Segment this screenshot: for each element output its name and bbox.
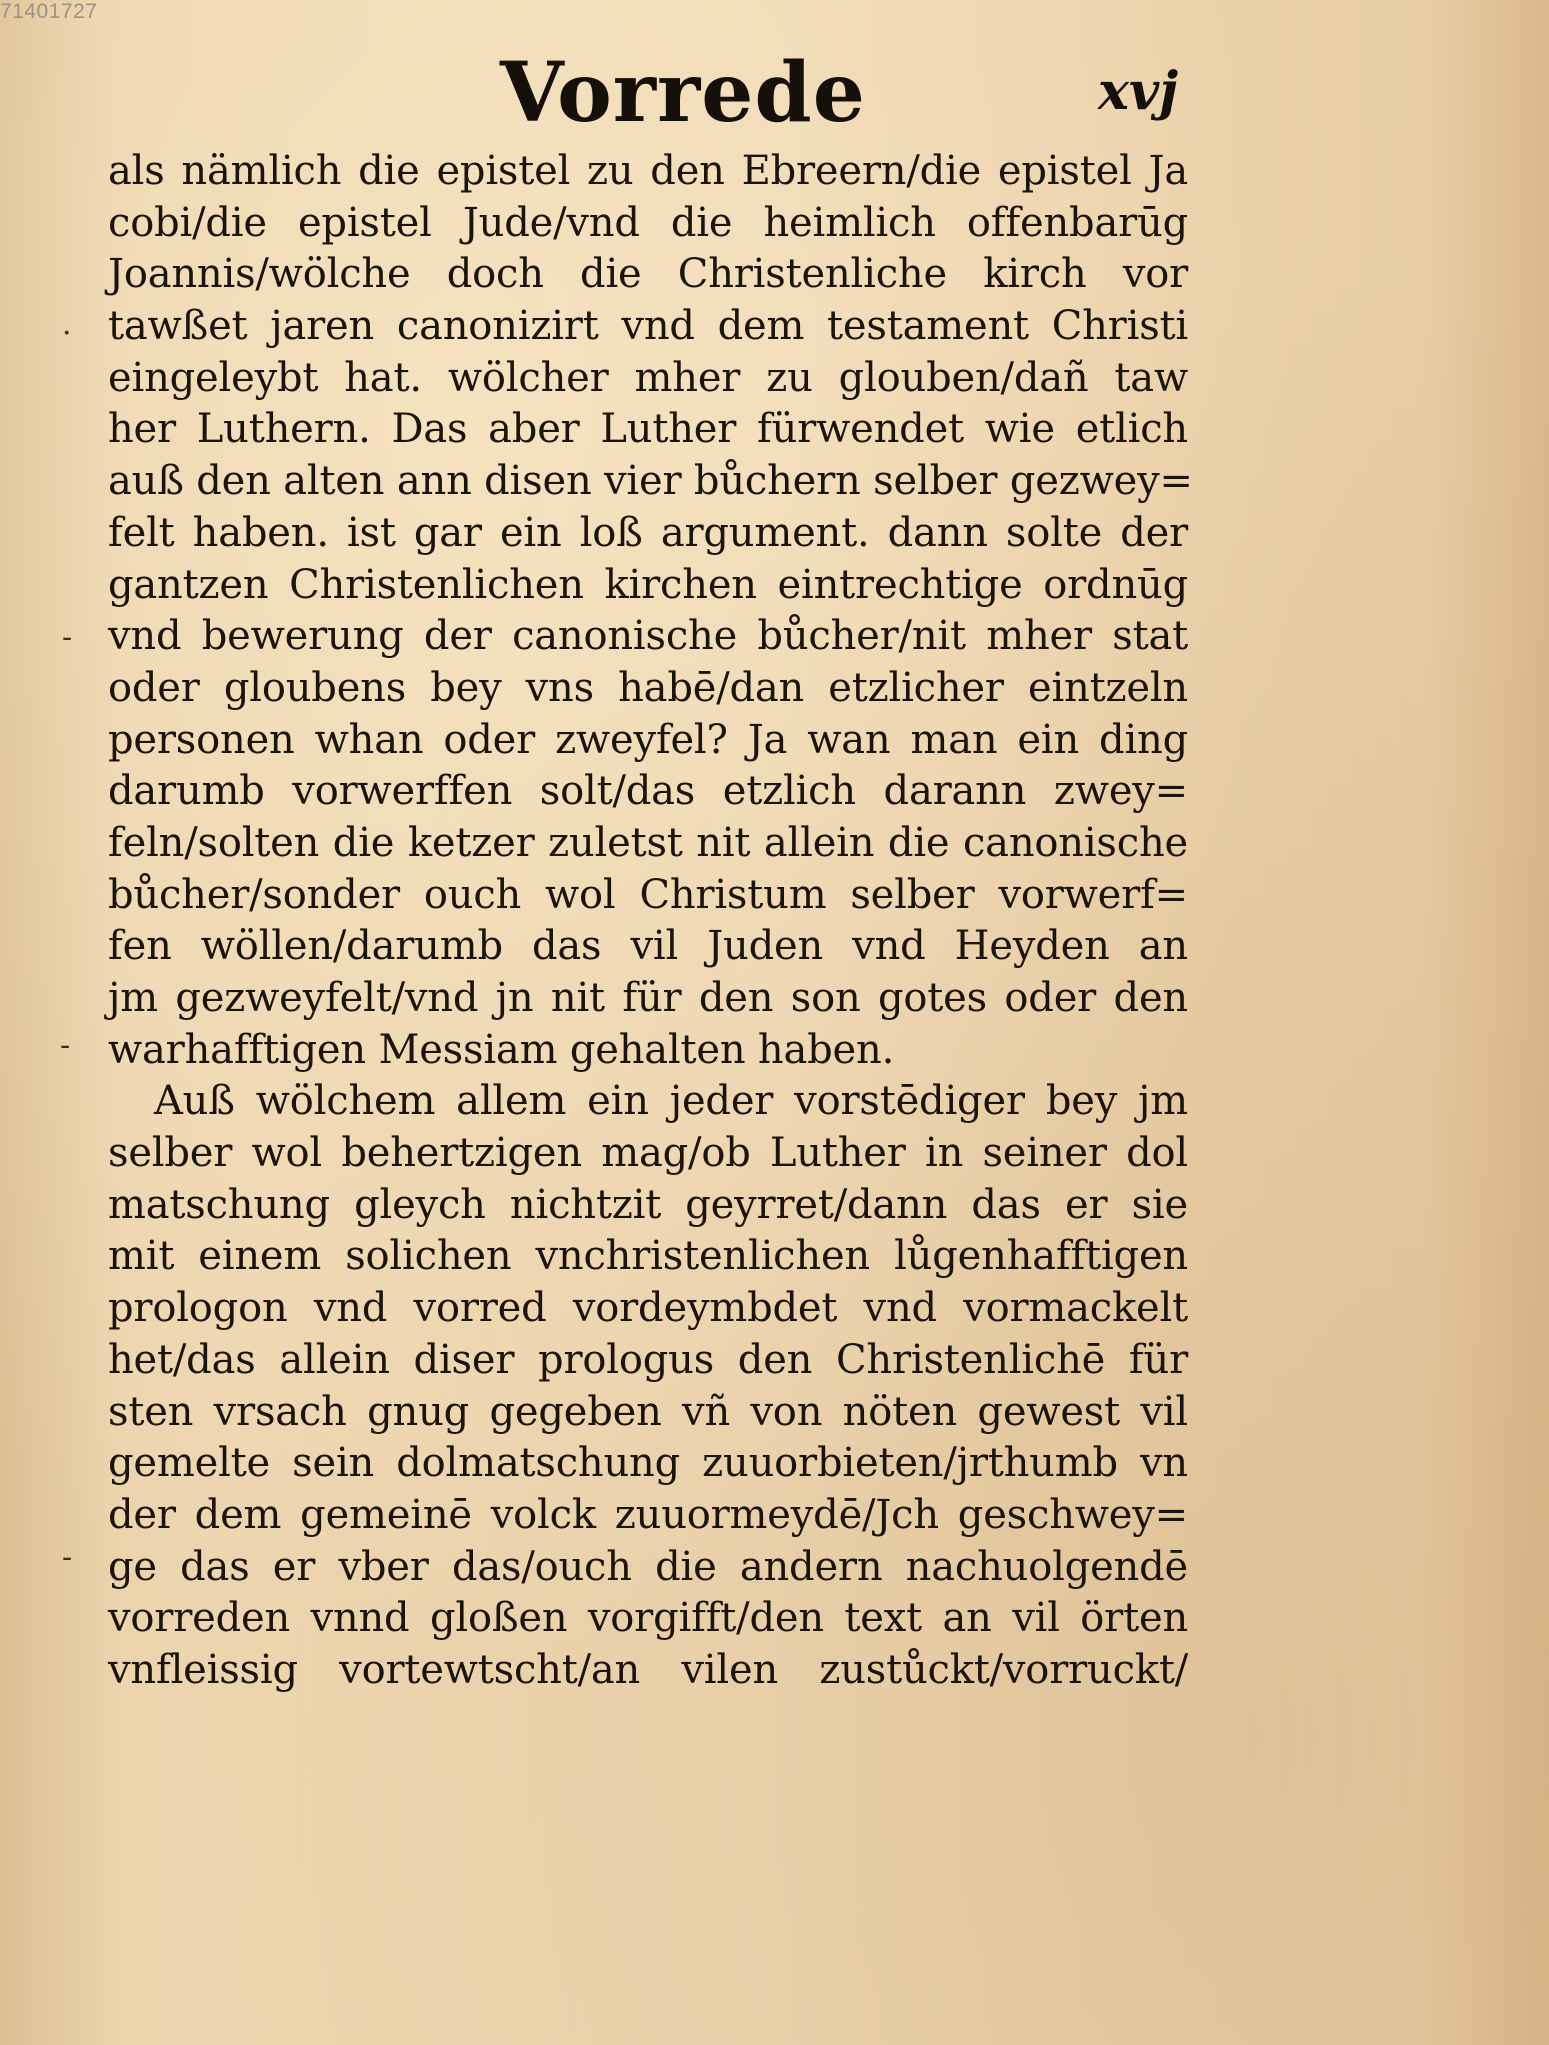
- text-line: tawßet jaren canonizirt vnd dem testament Christi: [108, 303, 1188, 350]
- text-line: vnfleissig vortewtscht/an vilen zustůckt/vorruckt/: [108, 1646, 1188, 1693]
- text-line: gantzen Christenlichen kirchen eintrechtige ordnūg: [108, 561, 1188, 608]
- text-line: auß den alten ann disen vier bůchern selber gezwey=: [108, 458, 1193, 505]
- text-line: oder gloubens bey vns habē/dan etzlicher eintzeln: [108, 664, 1188, 711]
- text-line: warhafftigen Messiam gehalten haben.: [108, 1026, 895, 1073]
- margin-mark: -: [60, 1028, 71, 1063]
- text-line: felt haben. ist gar ein loß argument. dann solte der: [108, 509, 1188, 556]
- text-line: matschung gleych nichtzit geyrret/dann das er sie: [108, 1181, 1188, 1228]
- body-text: [108, 146, 1193, 1697]
- text-line: ge das er vber das/ouch die andern nachuolgendē: [108, 1543, 1188, 1590]
- folio-number: xvj: [1098, 61, 1179, 122]
- paragraph-2: [108, 1076, 1188, 1696]
- catalog-id: 71401727: [0, 0, 98, 23]
- running-head: Vorrede: [500, 45, 866, 141]
- text-line: sten vrsach gnug gegeben vñ von nöten gewest vil: [108, 1388, 1188, 1435]
- margin-mark: -: [62, 620, 73, 655]
- text-line: prologon vnd vorred vordeymbdet vnd vormackelt: [108, 1285, 1188, 1332]
- text-line: selber wol behertzigen mag/ob Luther in seiner dol: [108, 1130, 1188, 1177]
- text-line: cobi/die epistel Jude/vnd die heimlich offenbarūg: [108, 199, 1188, 246]
- text-line: her Luthern. Das aber Luther fürwendet wie etlich: [108, 406, 1188, 453]
- text-line: Auß wölchem allem ein jeder vorstēdiger bey jm: [154, 1078, 1188, 1125]
- text-line: Joannis/wölche doch die Christenliche kirch vor: [108, 251, 1188, 298]
- text-line: het/das allein diser prologus den Christenlichē für: [108, 1336, 1188, 1383]
- margin-mark: -: [62, 1540, 73, 1575]
- text-line: vorreden vnnd gloßen vorgifft/den text an vil örten: [108, 1595, 1188, 1642]
- margin-mark: ·: [62, 316, 72, 351]
- text-line: gemelte sein dolmatschung zuuorbieten/jrthumb vn: [108, 1440, 1188, 1487]
- text-line: als nämlich die epistel zu den Ebreern/die epistel Ja: [108, 148, 1188, 194]
- text-line: feln/solten die ketzer zuletst nit allein die canonische: [108, 819, 1188, 866]
- text-line: fen wöllen/darumb das vil Juden vnd Heyden an: [108, 923, 1188, 970]
- paragraph-1: [108, 146, 1193, 1076]
- text-line: eingeleybt hat. wölcher mher zu glouben/dañ taw: [108, 354, 1188, 401]
- text-line: bůcher/sonder ouch wol Christum selber vorwerf=: [108, 871, 1188, 918]
- text-line: der dem gemeinē volck zuuormeydē/Jch geschwey=: [108, 1491, 1188, 1538]
- text-line: jm gezweyfelt/vnd jn nit für den son gotes oder den: [108, 975, 1188, 1021]
- text-line: personen whan oder zweyfel? Ja wan man ein ding: [108, 716, 1188, 763]
- text-line: mit einem solichen vnchristenlichen lůgenhafftigen: [108, 1233, 1188, 1280]
- text-line: darumb vorwerffen solt/das etzlich darann zwey=: [108, 768, 1188, 815]
- text-line: vnd bewerung der canonische bůcher/nit mher stat: [108, 613, 1188, 660]
